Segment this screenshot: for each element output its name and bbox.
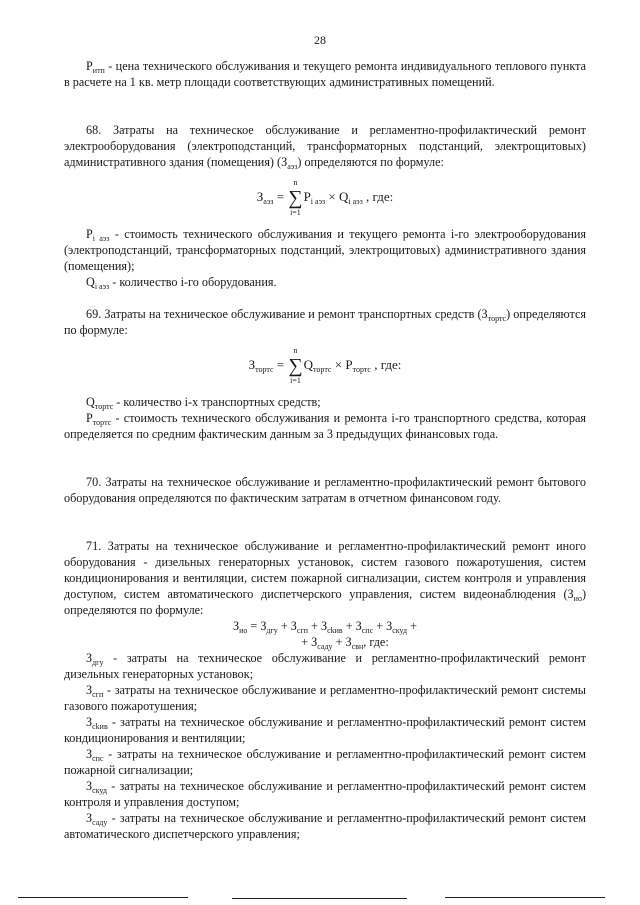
- definition-q-tortc: $Q_{тортс}$ - количество i-х транспортных средств;: [86, 395, 321, 411]
- definition-sps: $З_{спс}$ - затраты на техническое обслуживание и регламентно-профилактический ремонт систем пожарной сигнализации;: [64, 747, 586, 777]
- formula-71-line-2: + $З_{саду} + З_{свн}$, где:: [301, 635, 389, 651]
- document-body: [64, 58, 586, 842]
- formula-71-line-1: $З_{ио} = З_{дгу} + З_{сгп} + З_{сkив} + З_{спс} + З_{скуд}$ +: [232, 619, 418, 635]
- paragraph-70: 70. Затраты на техническое обслуживание и регламентно-профилактический ремонт бытового оборудования определяются по фактическим затратам в отчетном финансовом году.: [64, 475, 586, 505]
- definition-p-itp: [64, 58, 586, 90]
- formula-68: $З_{аэз}$ = n ∑ i=1 $P_{i аэз} \times Q_{i аэз}$ , где:: [256, 178, 394, 217]
- definition-q-aez: $Q_{i аэз}$ - количество i-го оборудования.: [86, 275, 277, 291]
- formula-69: $З_{тортс}$ = n ∑ i=1 $Q_{тортс} \times P_{тортс}$ , где:: [248, 346, 402, 385]
- definition-dgu: $З_{дгу}$ - затраты на техническое обслуживание и регламентно-профилактический ремонт дизельных генераторных установок;: [64, 651, 586, 681]
- definition-text: - цена технического обслуживания и текущего ремонта индивидуального теплового пункта в расчете на 1 кв. метр площади соответствующих административных помещений.: [64, 59, 586, 89]
- symbol-subscript: итп: [92, 66, 105, 75]
- definition-skiv: $З_{сkив}$ - затраты на техническое обслуживание и регламентно-профилактический ремонт систем кондиционирования и вентиляции;: [64, 715, 586, 745]
- definition-p-tortc: $P_{тортс}$ - стоимость технического обслуживания и ремонта i-го транспортного средства, которая определяется по средним фактическим данным за 3 предыдущих финансовых года.: [64, 411, 586, 441]
- paragraph-71: 71. Затраты на техническое обслуживание и регламентно-профилактический ремонт иного оборудования - дизельных генераторных установок, систем газового пожаротушения, систем кондиционирования и вентиляции, систем пожарной сигнализации, систем контроля и управления доступом, систем автоматического диспетчерского управления, систем видеонаблюдения $(З_{ио})$ определяются по формуле:: [64, 539, 586, 617]
- definition-sgp: $З_{сгп}$ - затраты на техническое обслуживание и регламентно-профилактический ремонт системы газового пожаротушения;: [64, 683, 586, 713]
- paragraph-69: 69. Затраты на техническое обслуживание и ремонт транспортных средств $(З_{тортс})$ определяются по формуле:: [64, 307, 586, 337]
- definition-skud: $З_{скуд}$ - затраты на техническое обслуживание и регламентно-профилактический ремонт систем контроля и управления доступом;: [64, 779, 586, 809]
- page-number: 28: [314, 33, 326, 47]
- definition-sadu: $З_{саду}$ - затраты на техническое обслуживание и регламентно-профилактический ремонт систем автоматического диспетчерского управления;: [64, 811, 586, 841]
- symbol: P: [86, 59, 93, 73]
- paragraph-68: 68. Затраты на техническое обслуживание и регламентно-профилактический ремонт электрооборудования (электроподстанций, трансформаторных подстанций, электрощитовых) административного здания (помещения) $(З_{аэз})$ определяются по формуле:: [64, 123, 586, 171]
- scan-edge-lines: [0, 895, 640, 901]
- definition-p-aez: $P_{i аэз}$ - стоимость технического обслуживания и текущего ремонта i-го электрооборудования (электроподстанций, трансформаторных подстанций, электрощитовых) административного здания (помещения);: [64, 227, 586, 273]
- sum-symbol: n ∑ i=1: [288, 178, 303, 217]
- sum-symbol: n ∑ i=1: [288, 346, 303, 385]
